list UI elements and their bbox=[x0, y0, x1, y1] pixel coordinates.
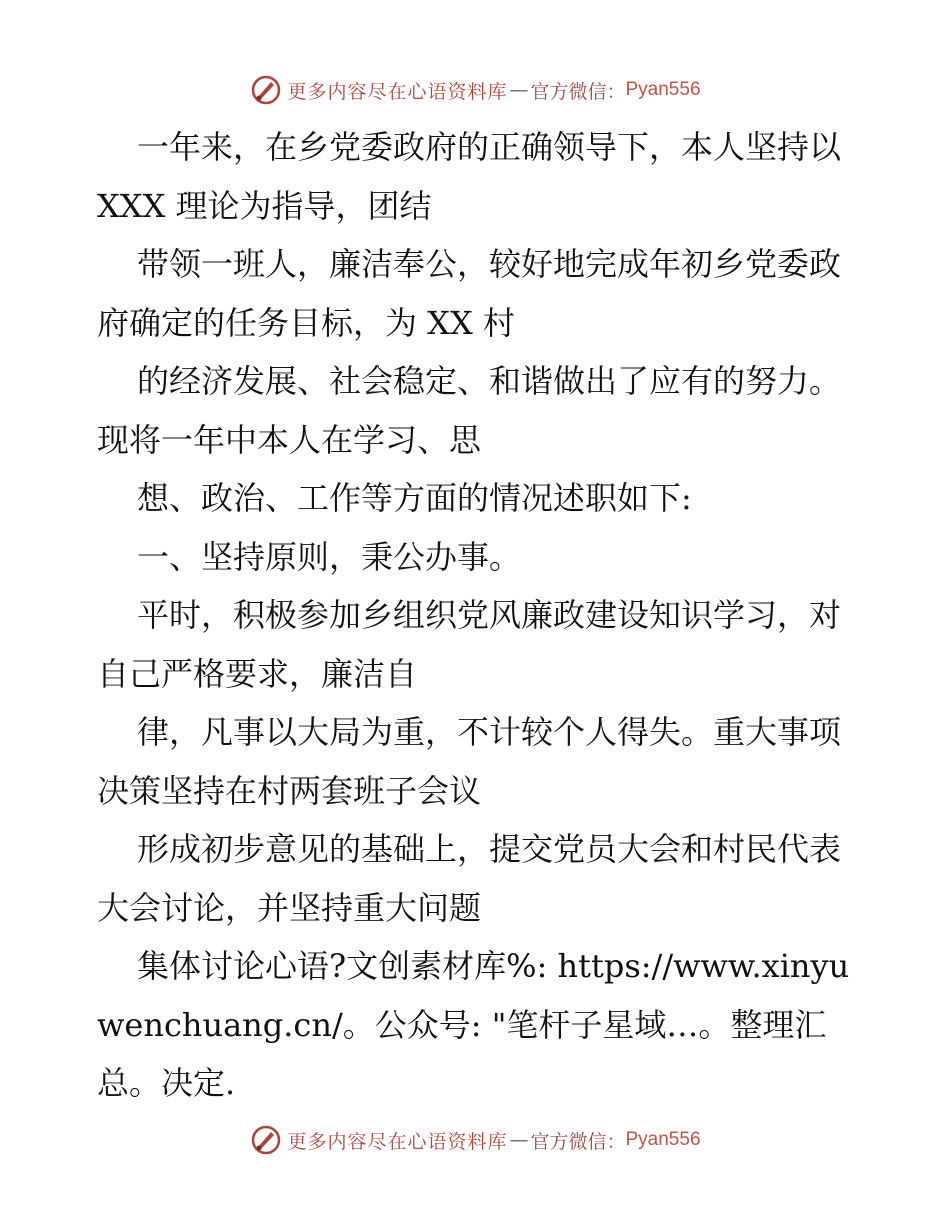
paragraph-4: 想、政治、工作等方面的情况述职如下: bbox=[137, 479, 692, 517]
brush-logo-icon bbox=[249, 73, 283, 107]
section-heading-1: 一、坚持原则，秉公办事。 bbox=[137, 537, 522, 576]
paragraph-7: 形成初步意见的基础上，提交党员大会和村民代表大会讨论，并坚持重大问题 bbox=[97, 830, 842, 927]
banner-wechat-id: Pyan556 bbox=[625, 79, 701, 100]
document-body bbox=[97, 118, 857, 1113]
banner-text: 更多内容尽在心语资料库 bbox=[287, 80, 508, 103]
footer-banner-wechat-label: 官方微信： bbox=[530, 1130, 626, 1153]
paragraph-1: 一年来，在乡党委政府的正确领导下，本人坚持以 XXX 理论为指导，团结 bbox=[97, 128, 842, 225]
paragraph-2: 带领一班人，廉洁奉公，较好地完成年初乡党委政府确定的任务目标，为 XX 村 bbox=[97, 245, 842, 342]
paragraph-8: 集体讨论心语?文创素材库%: https://www.xinyuwenchuang.cn/。公众号: "笔杆子星域…。整理汇总。决定. bbox=[97, 947, 850, 1102]
banner-wechat-label: 官方微信： bbox=[530, 80, 626, 103]
header-banner bbox=[0, 68, 950, 112]
brush-logo-icon bbox=[249, 1123, 283, 1157]
footer-banner-text: 更多内容尽在心语资料库 bbox=[287, 1130, 508, 1153]
footer-banner-dash: — bbox=[509, 1129, 529, 1151]
banner-dash: — bbox=[509, 79, 529, 101]
footer-banner-wechat-id: Pyan556 bbox=[625, 1129, 701, 1150]
paragraph-5: 平时，积极参加乡组织党风廉政建设知识学习，对自己严格要求，廉洁自 bbox=[97, 596, 842, 693]
paragraph-3: 的经济发展、社会稳定、和谐做出了应有的努力。现将一年中本人在学习、思 bbox=[97, 362, 842, 459]
paragraph-6: 律，凡事以大局为重，不计较个人得失。重大事项决策坚持在村两套班子会议 bbox=[97, 713, 842, 810]
footer-banner bbox=[0, 1118, 950, 1162]
